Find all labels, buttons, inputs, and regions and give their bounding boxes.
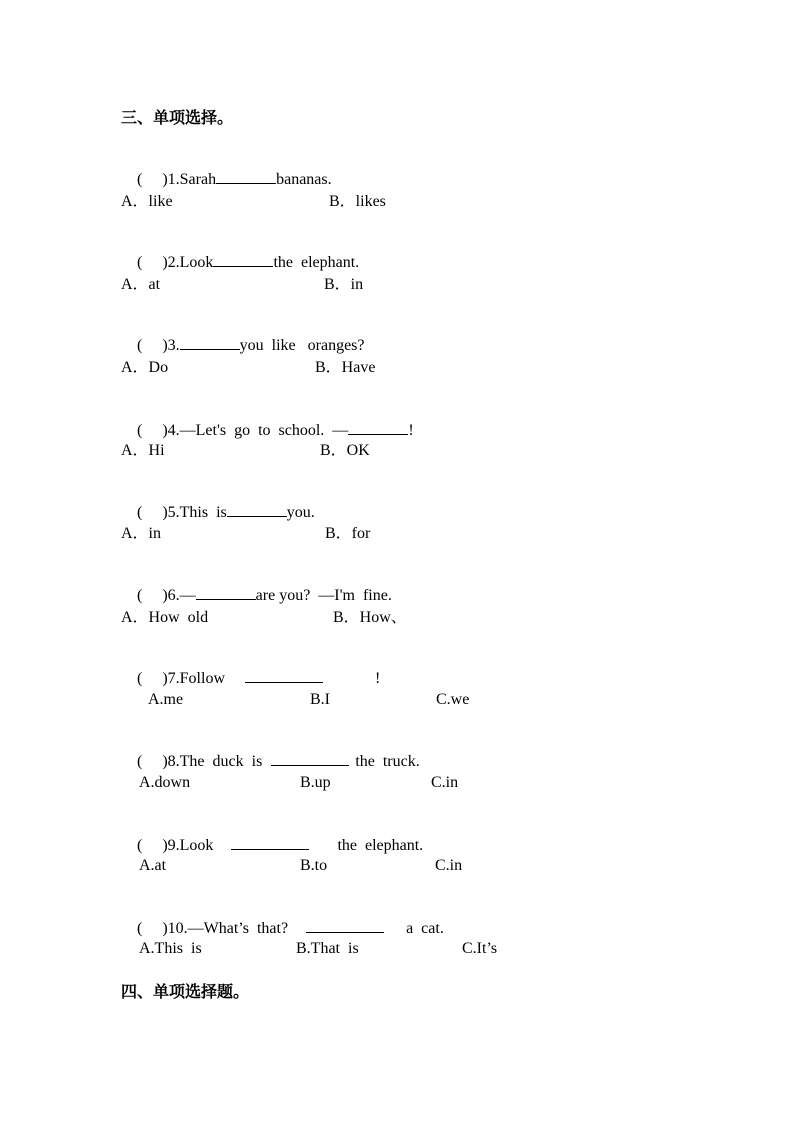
option-c[interactable]: C.in	[431, 774, 459, 791]
close-paren: )	[162, 753, 168, 770]
question-text-post: the truck.	[355, 753, 420, 770]
open-paren: (	[137, 422, 143, 439]
option-a[interactable]: A．like	[121, 193, 173, 210]
option-b[interactable]: B．for	[325, 525, 371, 542]
question-text-post: bananas.	[276, 171, 332, 188]
option-b[interactable]: B.I	[310, 691, 330, 708]
fill-blank[interactable]	[348, 420, 408, 435]
question-text-post: !	[408, 422, 414, 439]
question-text-pre: 6.—	[167, 587, 196, 604]
section-3-title: 三、单项选择。	[121, 108, 234, 127]
open-paren: (	[137, 753, 143, 770]
option-a[interactable]: A.at	[139, 857, 167, 874]
option-a[interactable]: A.me	[148, 691, 184, 708]
open-paren: (	[137, 171, 143, 188]
option-b[interactable]: B．Have	[315, 359, 376, 376]
fill-blank[interactable]	[180, 335, 240, 350]
open-paren: (	[137, 504, 143, 521]
option-a[interactable]: A．at	[121, 276, 161, 293]
open-paren: (	[137, 670, 143, 687]
option-a[interactable]: A.down	[139, 774, 191, 791]
option-a[interactable]: A．How old	[121, 609, 209, 626]
close-paren: )	[162, 422, 168, 439]
question-text-pre: 7.Follow	[167, 670, 225, 687]
question-text-pre: 8.The duck is	[167, 753, 263, 770]
question-text-post: the elephant.	[273, 254, 360, 271]
option-c[interactable]: C.It’s	[462, 940, 498, 957]
option-b[interactable]: B.up	[300, 774, 331, 791]
fill-blank[interactable]	[231, 835, 309, 850]
question-text-pre: 3.	[167, 337, 180, 354]
question-text-pre: 10.—What’s that?	[167, 920, 289, 937]
question-text-post: a cat.	[406, 920, 444, 937]
question-text-post: you.	[286, 504, 315, 521]
question-text-post: !	[375, 670, 381, 687]
open-paren: (	[137, 337, 143, 354]
close-paren: )	[162, 337, 168, 354]
question-text-pre: 5.This is	[167, 504, 227, 521]
fill-blank[interactable]	[213, 252, 273, 267]
question-text-pre: 4.—Let's go to school. —	[167, 422, 349, 439]
close-paren: )	[162, 670, 168, 687]
question-text-post: you like oranges?	[239, 337, 365, 354]
fill-blank[interactable]	[216, 169, 276, 184]
question-text-post: the elephant.	[337, 837, 424, 854]
option-b[interactable]: B.to	[300, 857, 328, 874]
close-paren: )	[162, 920, 168, 937]
option-c[interactable]: C.in	[435, 857, 463, 874]
close-paren: )	[162, 587, 168, 604]
option-b[interactable]: B．How、	[333, 609, 407, 626]
option-a[interactable]: A．Do	[121, 359, 169, 376]
option-a[interactable]: A．in	[121, 525, 162, 542]
fill-blank[interactable]	[227, 502, 287, 517]
fill-blank[interactable]	[306, 918, 384, 933]
option-b[interactable]: B.That is	[296, 940, 359, 957]
option-b[interactable]: B．in	[324, 276, 364, 293]
option-b[interactable]: B．OK	[320, 442, 370, 459]
question-text-post: are you? —I'm fine.	[255, 587, 392, 604]
fill-blank[interactable]	[245, 668, 323, 683]
close-paren: )	[162, 254, 168, 271]
question-text-pre: 1.Sarah	[167, 171, 217, 188]
open-paren: (	[137, 837, 143, 854]
fill-blank[interactable]	[271, 751, 349, 766]
close-paren: )	[162, 171, 168, 188]
close-paren: )	[162, 504, 168, 521]
close-paren: )	[162, 837, 168, 854]
question-text-pre: 2.Look	[167, 254, 214, 271]
option-b[interactable]: B．likes	[329, 193, 386, 210]
open-paren: (	[137, 254, 143, 271]
open-paren: (	[137, 587, 143, 604]
option-c[interactable]: C.we	[436, 691, 470, 708]
open-paren: (	[137, 920, 143, 937]
option-a[interactable]: A.This is	[139, 940, 202, 957]
section-4-title: 四、单项选择题。	[121, 982, 250, 1001]
question-9	[121, 815, 423, 876]
fill-blank[interactable]	[196, 585, 256, 600]
question-text-pre: 9.Look	[167, 837, 214, 854]
option-a[interactable]: A．Hi	[121, 442, 165, 459]
